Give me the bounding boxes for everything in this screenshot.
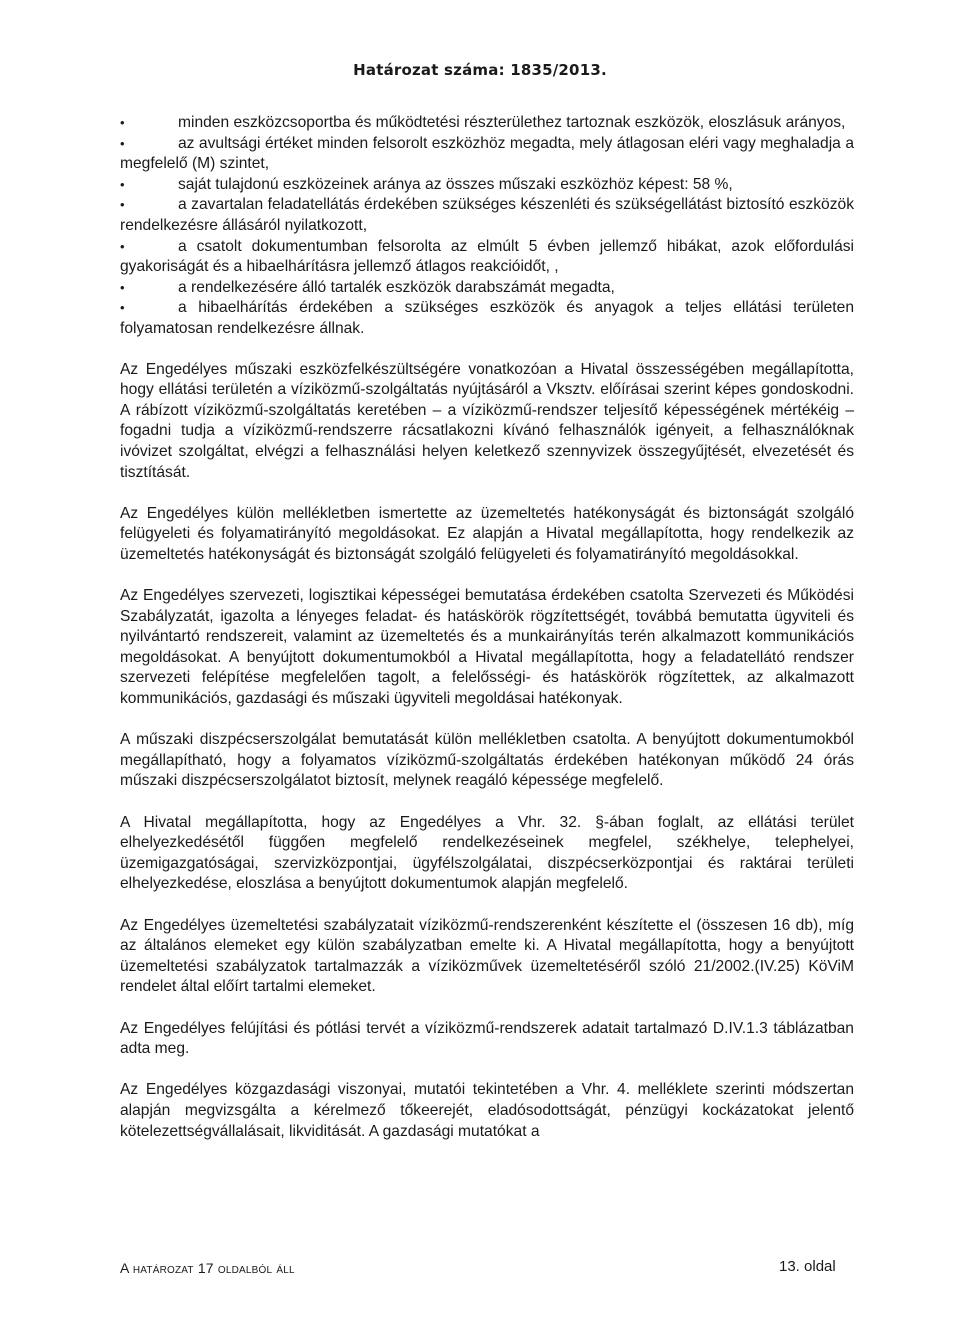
paragraph-supervision: Az Engedélyes külön mellékletben ismertette az üzemeltetés hatékonyságát és biztonságát szolgáló felügyeleti és folyamatirányító megoldásokat. Ez alapján a Hivatal megállapította, hogy rendelkezik az üzemeltetés hatékonyságát és biztonságát szolgáló felügyeleti és folyamatirányító megoldásokkal. <box>120 504 854 563</box>
list-item: • a csatolt dokumentumban felsorolta az elmúlt 5 évben jellemző hibákat, azok előfordulási gyakoriságát és a hibaelhárításra jellemző átlagos reakcióidőt, , <box>120 237 854 278</box>
criteria-list <box>120 113 854 340</box>
document-body <box>120 113 854 1163</box>
list-item: • a zavartalan feladatellátás érdekében szükséges készenléti és szükségellátást biztosító eszközök rendelkezésre állásáról nyilatkozott, <box>120 195 854 236</box>
paragraph-technical-readiness: Az Engedélyes műszaki eszközfelkészültségére vonatkozóan a Hivatal összességében megállapította, hogy ellátási területén a víziközmű-szolgáltatás nyújtásáról a Vksztv. előírásai szerint képes gondoskodni. A rábízott víziközmű-szolgáltatás keretében – a víziközmű-rendszer teljesítő képességének mértékéig – fogadni tudja a víziközmű-rendszerre rácsatlakozni kívánó felhasználók igényeit, a felhasználóknak ivóvizet szolgáltat, elvégzi a felhasználási helyen keletkező szennyvizek összegyűjtését, elvezetését és tisztítását. <box>120 360 854 481</box>
page-count-note: A határozat 17 oldalból áll <box>120 1260 295 1276</box>
list-item: • minden eszközcsoportba és működtetési részterülethez tartoznak eszközök, eloszlásuk arányos, <box>120 113 854 134</box>
paragraph-renewal-plan: Az Engedélyes felújítási és pótlási tervét a víziközmű-rendszerek adatait tartalmazó D.IV.1.3 táblázatban adta meg. <box>120 1019 854 1058</box>
page-number: 13. oldal <box>779 1258 836 1275</box>
paragraph-operating-rules: Az Engedélyes üzemeltetési szabályzatait víziközmű-rendszerenként készítette el (összesen 16 db), míg az általános elemeket egy külön szabályzatban emelte ki. A Hivatal megállapította, hogy a benyújtott üzemeltetési szabályzatok tartalmazzák a víziközművek üzemeltetéséről szóló 21/2002.(IV.25) KöViM rendelet által előírt tartalmi elemeket. <box>120 916 854 996</box>
paragraph-organization: Az Engedélyes szervezeti, logisztikai képességei bemutatása érdekében csatolta Szervezeti és Működési Szabályzatát, igazolta a lényeges feladat- és hatáskörök rögzítettségét, továbbá bemutatta ügyviteli és nyilvántartó rendszereit, valamint az üzemeltetés és a munkairányítás terén alkalmazott kommunikációs megoldásokat. A benyújtott dokumentumokból a Hivatal megállapította, hogy a feladatellátó rendszer szervezeti felépítése megfelelően tagolt, a felelősségi- és hatáskörök rögzítettek, az alkalmazott kommunikációs, gazdasági és műszaki ügyviteli megoldásai hatékonyak. <box>120 587 854 708</box>
list-item: • saját tulajdonú eszközeinek aránya az összes műszaki eszközhöz képest: 58 %, <box>120 175 854 196</box>
paragraph-dispatch: A műszaki diszpécserszolgálat bemutatását külön mellékletben csatolta. A benyújtott dokumentumokból megállapítható, hogy a folyamatos víziközmű-szolgáltatás érdekében hatékonyan működő 24 órás műszaki diszpécserszolgálatot biztosít, melynek reagáló képessége megfelelő. <box>120 731 854 790</box>
paragraph-locations: A Hivatal megállapította, hogy az Engedélyes a Vhr. 32. §-ában foglalt, az ellátási terület elhelyezkedésétől függően megfelelő rendelkezéseinek megfelel, székhelye, telephelyei, üzemigazgatóságai, szervizközpontjai, ügyfélszolgálatai, diszpécserközpontjai és raktárai területi elhelyezkedése, eloszlása a benyújtott dokumentumok alapján megfelelő. <box>120 813 854 893</box>
list-item: • az avultsági értéket minden felsorolt eszközhöz megadta, mely átlagosan eléri vagy meghaladja a megfelelő (M) szintet, <box>120 134 854 175</box>
paragraph-economics: Az Engedélyes közgazdasági viszonyai, mutatói tekintetében a Vhr. 4. melléklete szerinti módszertan alapján megvizsgálta a kérelmező tőkeerejét, eladósodottságát, pénzügyi kockázatokat jelentő kötelezettségvállalásait, likviditását. A gazdasági mutatókat a <box>120 1081 854 1140</box>
list-item: • a rendelkezésére álló tartalék eszközök darabszámát megadta, <box>120 278 854 299</box>
document-title: Határozat száma: 1835/2013. <box>353 61 607 79</box>
list-item: • a hibaelhárítás érdekében a szükséges eszközök és anyagok a teljes ellátási területen folyamatosan rendelkezésre állnak. <box>120 298 854 339</box>
